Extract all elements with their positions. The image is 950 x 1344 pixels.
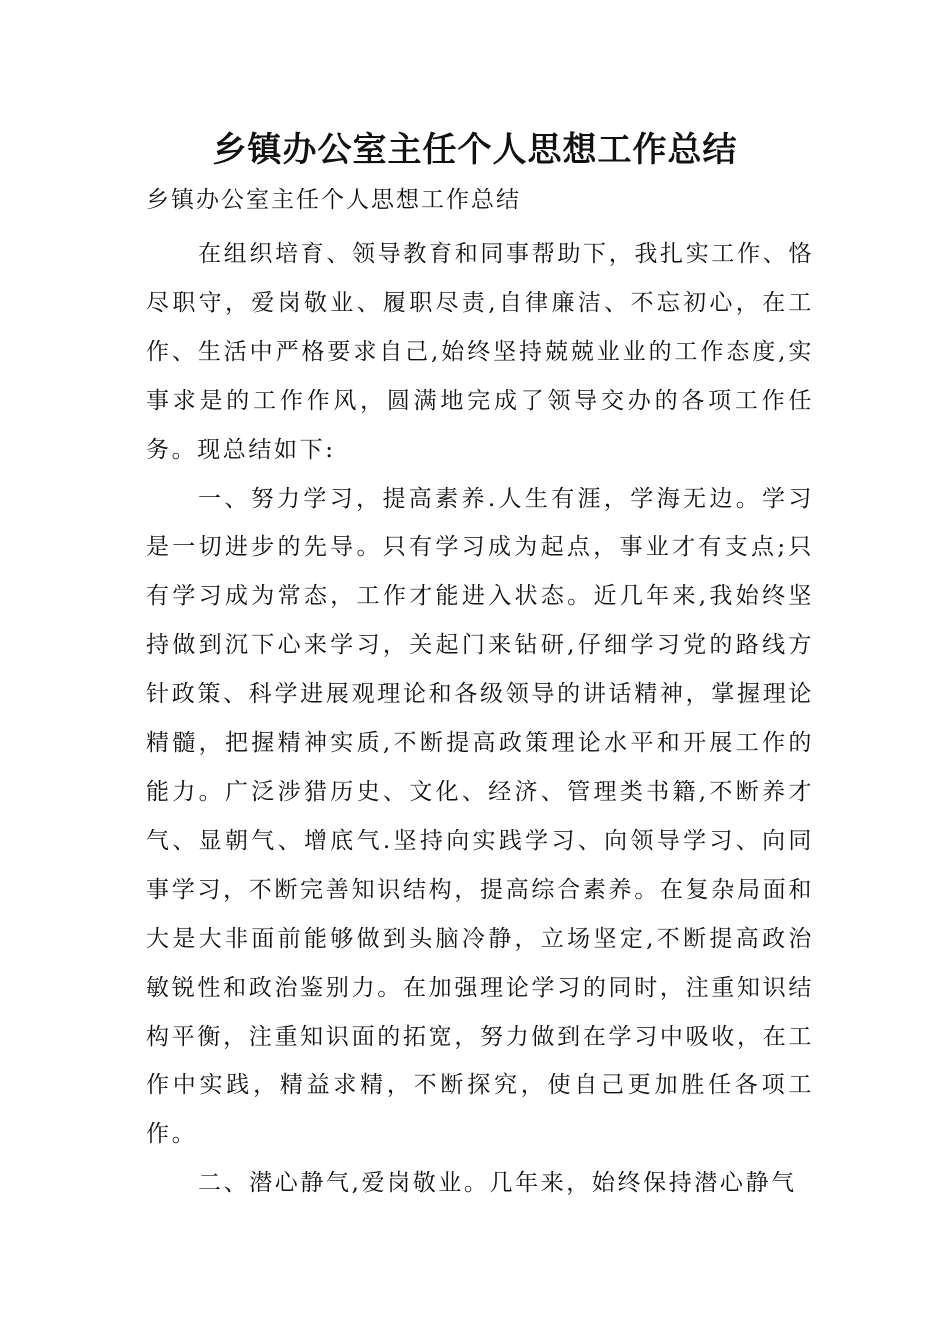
- document-title: 乡镇办公室主任个人思想工作总结: [212, 130, 738, 170]
- paragraph-intro: 在组织培育、领导教育和同事帮助下，我扎实工作、恪尽职守，爱岗敬业、履职尽责,自律廉洁、不忘初心，在工作、生活中严格要求自己,始终坚持兢兢业业的工作态度,实事求是的工作作风，圆满地完成了领导交办的各项工作任务。现总结如下:: [146, 241, 814, 463]
- document-body: [146, 230, 814, 1208]
- document-subtitle: 乡镇办公室主任个人思想工作总结: [146, 187, 521, 213]
- paragraph-section-1: 一、努力学习，提高素养.人生有涯，学海无边。学习是一切进步的先导。只有学习成为起点，事业才有支点;只有学习成为常态，工作才能进入状态。近几年来,我始终坚持做到沉下心来学习，关起门来钻研,仔细学习党的路线方针政策、科学进展观理论和各级领导的讲话精神，掌握理论精髓，把握精神实质,不断提高政策理论水平和开展工作的能力。广泛涉猎历史、文化、经济、管理类书籍,不断养才气、显朝气、增底气.坚持向实践学习、向领导学习、向同事学习，不断完善知识结构，提高综合素养。在复杂局面和大是大非面前能够做到头脑冷静，立场坚定,不断提高政治敏锐性和政治鉴别力。在加强理论学习的同时，注重知识结构平衡，注重知识面的拓宽，努力做到在学习中吸收，在工作中实践，精益求精，不断探究，使自己更加胜任各项工作。: [146, 485, 814, 1148]
- paragraph-section-2: 二、潜心静气,爱岗敬业。几年来，始终保持潜心静气: [198, 1170, 797, 1197]
